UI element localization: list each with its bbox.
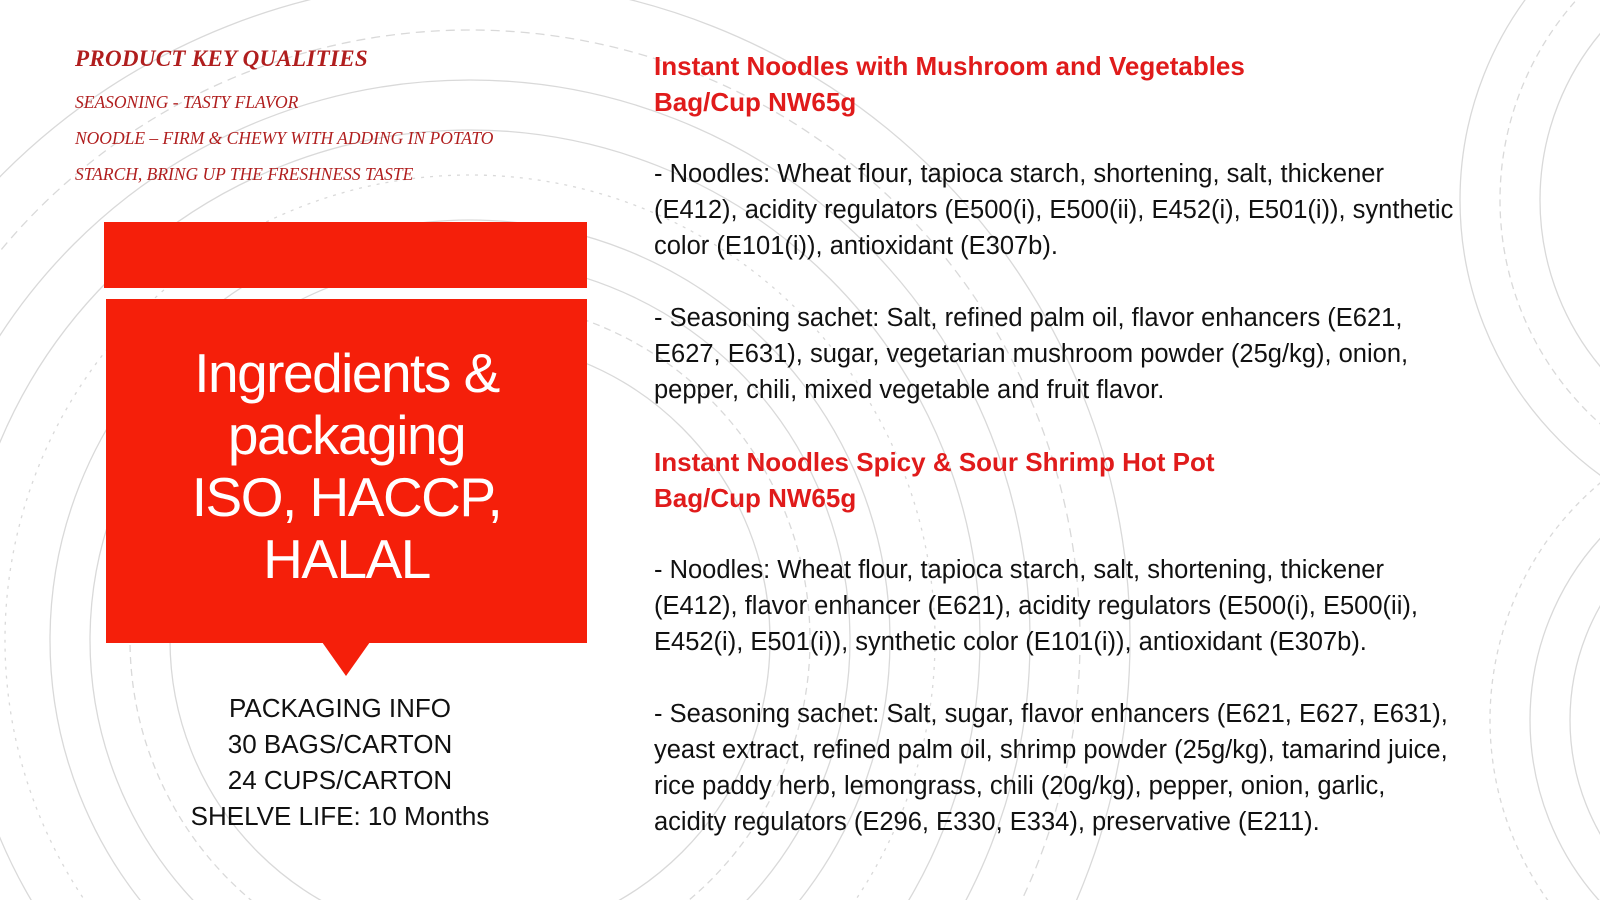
quality-line: STARCH, BRING UP THE FRESHNESS TASTE xyxy=(75,164,414,184)
seasoning-ingredients-line: - Seasoning sachet: Salt, sugar, flavor enhancers (E621, E627, E631), xyxy=(654,700,1448,728)
callout-title-line: Ingredients & xyxy=(194,342,499,404)
callout-title-line: ISO, HACCP, xyxy=(191,466,502,528)
quality-line: SEASONING - TASTY FLAVOR xyxy=(75,92,299,112)
seasoning-ingredients-line: acidity regulators (E296, E330, E334), preservative (E211). xyxy=(654,808,1320,836)
noodles-ingredients-line: - Noodles: Wheat flour, tapioca starch, salt, shortening, thickener xyxy=(654,556,1384,584)
red-callout-box xyxy=(106,299,587,643)
noodles-ingredients-line: color (E101(i)), antioxidant (E307b). xyxy=(654,232,1058,260)
noodles-ingredients-line: E452(i), E501(i)), synthetic color (E101(i)), antioxidant (E307b). xyxy=(654,628,1367,656)
product-size: Bag/Cup NW65g xyxy=(654,87,857,117)
callout-pointer xyxy=(322,642,370,676)
noodles-ingredients-line: (E412), acidity regulators (E500(i), E500(ii), E452(i), E501(i)), synthetic xyxy=(654,196,1454,224)
quality-line: NOODLE – FIRM & CHEWY WITH ADDING IN POTATO xyxy=(75,128,494,148)
packaging-line: PACKAGING INFO xyxy=(229,693,451,723)
callout-title-line: HALAL xyxy=(263,528,430,590)
product-key-qualities xyxy=(75,46,595,192)
product-name: Instant Noodles Spicy & Sour Shrimp Hot Pot xyxy=(654,447,1215,477)
product-size: Bag/Cup NW65g xyxy=(654,483,857,513)
callout-title-line: packaging xyxy=(227,404,466,466)
packaging-line: SHELVE LIFE: 10 Months xyxy=(190,801,490,831)
product-name: Instant Noodles with Mushroom and Vegetables xyxy=(654,51,1245,81)
packaging-line: 24 CUPS/CARTON xyxy=(227,765,453,795)
seasoning-ingredients-line: - Seasoning sachet: Salt, refined palm oil, flavor enhancers (E621, xyxy=(654,304,1403,332)
noodles-ingredients-line: (E412), flavor enhancer (E621), acidity regulators (E500(i), E500(ii), xyxy=(654,592,1418,620)
ingredients-column xyxy=(654,48,1574,840)
seasoning-ingredients-line: rice paddy herb, lemongrass, chili (20g/kg), pepper, onion, garlic, xyxy=(654,772,1386,800)
packaging-info xyxy=(120,690,560,834)
packaging-line: 30 BAGS/CARTON xyxy=(227,729,453,759)
seasoning-ingredients-line: E627, E631), sugar, vegetarian mushroom powder (25g/kg), onion, xyxy=(654,340,1409,368)
callout-title xyxy=(127,342,567,590)
seasoning-ingredients-line: pepper, chili, mixed vegetable and fruit flavor. xyxy=(654,376,1165,404)
red-accent-bar xyxy=(104,222,587,288)
noodles-ingredients-line: - Noodles: Wheat flour, tapioca starch, shortening, salt, thickener xyxy=(654,160,1384,188)
seasoning-ingredients-line: yeast extract, refined palm oil, shrimp powder (25g/kg), tamarind juice, xyxy=(654,736,1448,764)
qualities-title: PRODUCT KEY QUALITIES xyxy=(75,46,368,71)
product-section xyxy=(654,444,1574,840)
product-section xyxy=(654,48,1574,408)
